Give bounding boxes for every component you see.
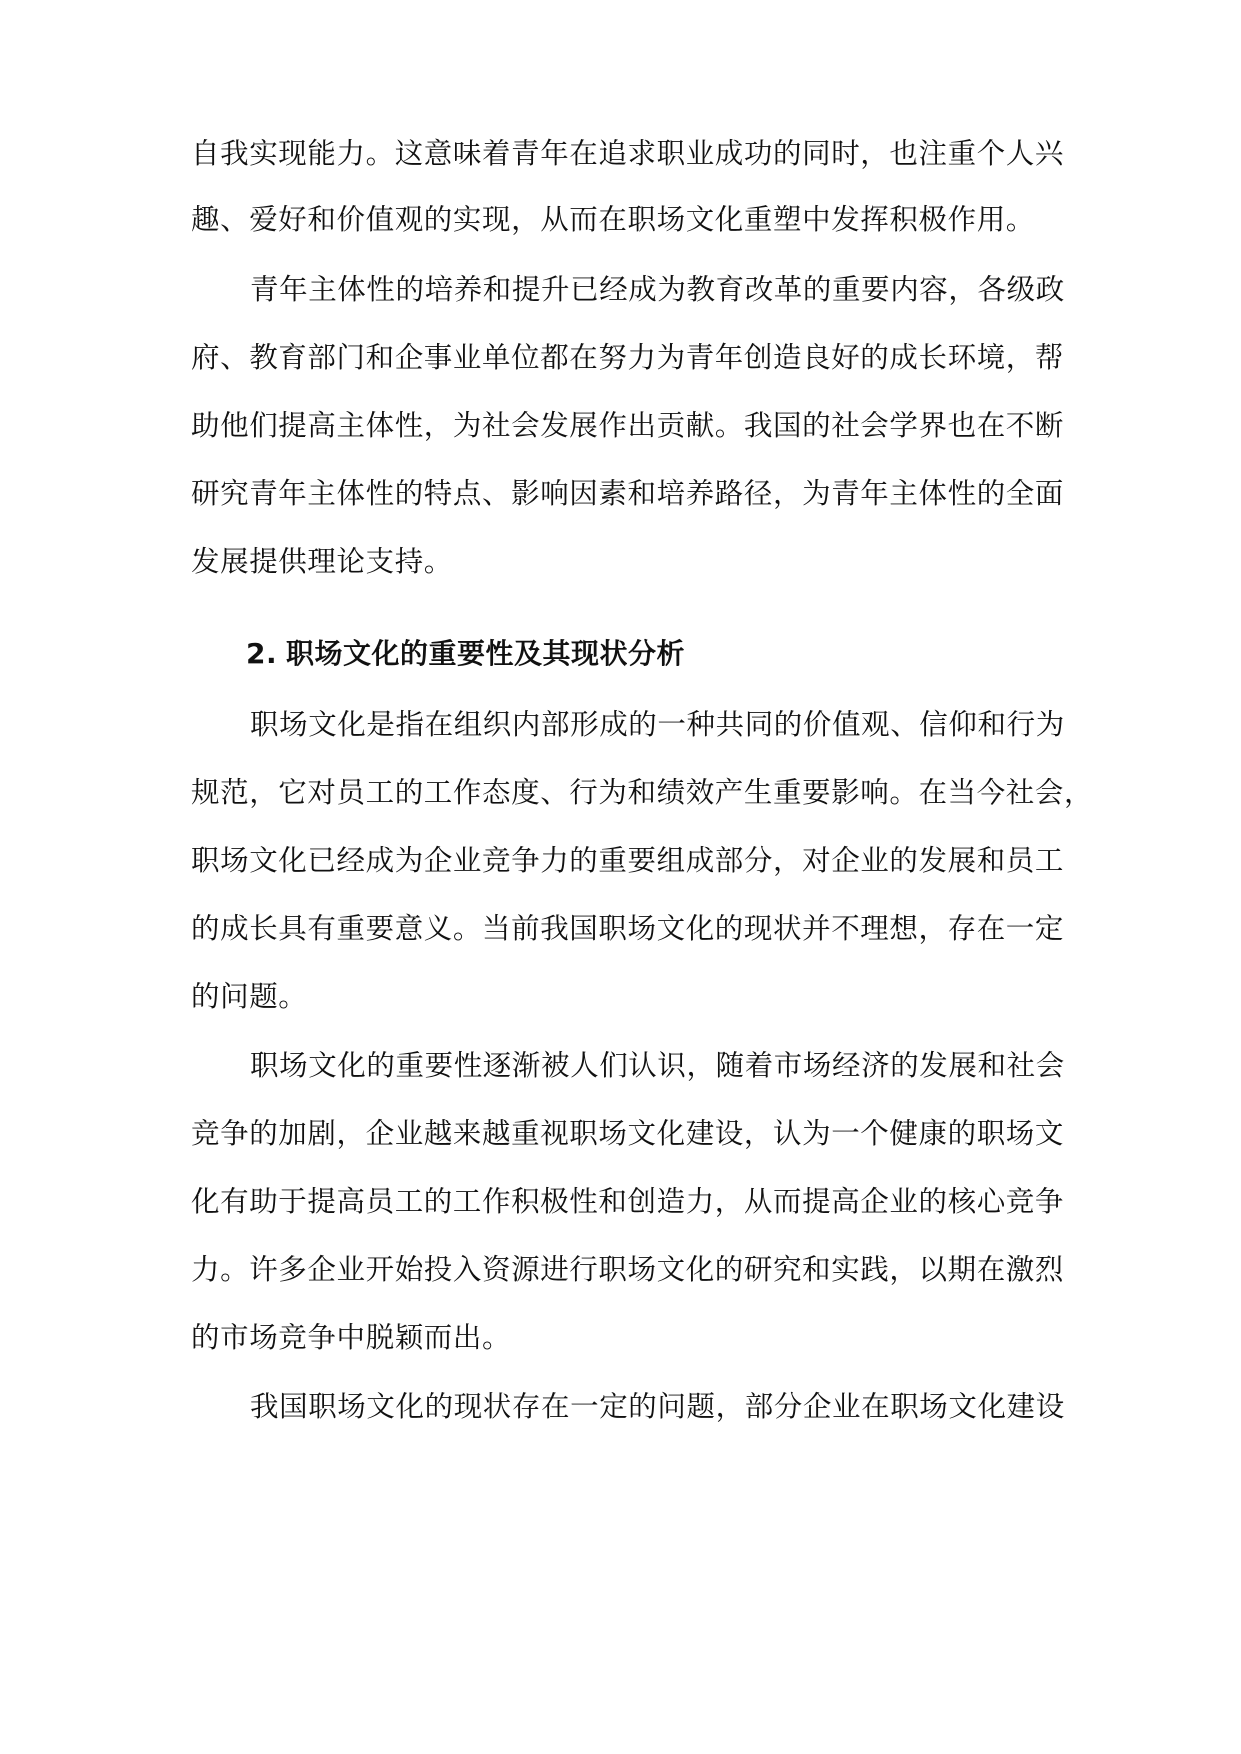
paragraph-1-line-2: 趣、爱好和价值观的实现，从而在职场文化重塑中发挥积极作用。	[191, 203, 1035, 236]
paragraph-4-line-5: 的市场竞争中脱颖而出。	[191, 1321, 512, 1354]
paragraph-3-line-1: 职场文化是指在组织内部形成的一种共同的价值观、信仰和行为	[250, 708, 1065, 741]
paragraph-4-line-2: 竞争的加剧，企业越来越重视职场文化建设，认为一个健康的职场文	[191, 1117, 1065, 1150]
section-title: 职场文化的重要性及其现状分析	[286, 637, 686, 670]
section-heading	[246, 626, 946, 682]
paragraph-4-line-3: 化有助于提高员工的工作积极性和创造力，从而提高企业的核心竞争	[191, 1185, 1065, 1218]
paragraph-3-line-2: 规范，它对员工的工作态度、行为和绩效产生重要影响。在当今社会，	[191, 776, 1094, 809]
paragraph-2-line-1: 青年主体性的培养和提升已经成为教育改革的重要内容，各级政	[250, 273, 1065, 306]
paragraph-2-line-5: 发展提供理论支持。	[191, 545, 453, 578]
section-number: 2.	[246, 637, 278, 670]
paragraph-5-line-1: 我国职场文化的现状存在一定的问题，部分企业在职场文化建设	[250, 1390, 1065, 1423]
paragraph-4-line-1: 职场文化的重要性逐渐被人们认识，随着市场经济的发展和社会	[250, 1049, 1065, 1082]
paragraph-2-line-3: 助他们提高主体性，为社会发展作出贡献。我国的社会学界也在不断	[191, 409, 1065, 442]
paragraph-3-line-3: 职场文化已经成为企业竞争力的重要组成部分，对企业的发展和员工	[191, 844, 1065, 877]
paragraph-3-line-4: 的成长具有重要意义。当前我国职场文化的现状并不理想，存在一定	[191, 912, 1065, 945]
paragraph-4-line-4: 力。许多企业开始投入资源进行职场文化的研究和实践，以期在激烈	[191, 1253, 1065, 1286]
paragraph-2-line-2: 府、教育部门和企事业单位都在努力为青年创造良好的成长环境，帮	[191, 341, 1065, 374]
paragraph-2-line-4: 研究青年主体性的特点、影响因素和培养路径，为青年主体性的全面	[191, 477, 1065, 510]
paragraph-1-line-1: 自我实现能力。这意味着青年在追求职业成功的同时，也注重个人兴	[191, 137, 1065, 170]
paragraph-3-line-5: 的问题。	[191, 980, 308, 1013]
